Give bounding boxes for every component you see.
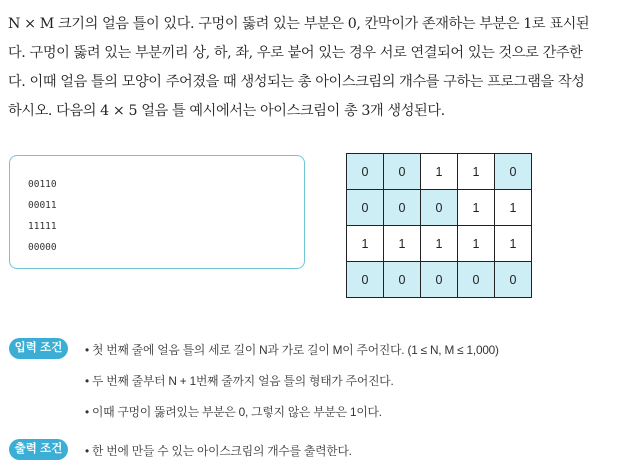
grid-cell: 1 [458,154,495,190]
grid-cell: 1 [347,226,384,262]
sample-input-line: 00110 [28,179,57,190]
grid-row [347,190,532,226]
grid-cell: 0 [347,154,384,190]
grid-cell: 0 [384,154,421,190]
grid-row [347,262,532,298]
problem-description [8,10,628,126]
sample-input-line: 00011 [28,200,57,211]
input-condition-line: • 첫 번째 줄에 얼음 틀의 세로 길이 N과 가로 길이 M이 주어진다. (1 ≤ N, M ≤ 1,000) [85,343,499,357]
description-line: 다. 구멍이 뚫려 있는 부분끼리 상, 하, 좌, 우로 붙어 있는 경우 서로 연결되어 있는 것으로 간주한 [8,45,583,61]
grid-cell: 1 [384,226,421,262]
description-line: 다. 이때 얼음 틀의 모양이 주어졌을 때 생성되는 총 아이스크림의 개수를 구하는 프로그램을 작성 [8,74,585,90]
description-line: N × M 크기의 얼음 틀이 있다. 구멍이 뚫려 있는 부분은 0, 칸막이가 존재하는 부분은 1로 표시된 [8,16,590,32]
grid-cell: 1 [495,226,532,262]
grid-cell: 1 [458,190,495,226]
ice-tray-grid [346,153,532,298]
grid-cell: 1 [421,226,458,262]
grid-cell: 0 [347,262,384,298]
output-condition-line: • 한 번에 만들 수 있는 아이스크림의 개수를 출력한다. [85,444,352,458]
grid-cell: 0 [384,262,421,298]
input-condition-line: • 이때 구멍이 뚫려있는 부분은 0, 그렇지 않은 부분은 1이다. [85,405,382,419]
description-line: 하시오. 다음의 4 × 5 얼음 틀 예시에서는 아이스크림이 총 3개 생성된다. [8,103,445,119]
sample-input-line: 00000 [28,242,57,253]
grid-cell: 0 [495,154,532,190]
grid-cell: 0 [421,262,458,298]
sample-input-line: 11111 [28,221,57,232]
input-condition-badge: 입력 조건 [9,338,68,359]
output-condition-badge: 출력 조건 [9,439,68,460]
grid-row [347,226,532,262]
grid-cell: 1 [495,190,532,226]
grid-row [347,154,532,190]
input-condition-line: • 두 번째 줄부터 N + 1번째 줄까지 얼음 틀의 형태가 주어진다. [85,374,394,388]
grid-cell: 0 [495,262,532,298]
sample-input-box [9,155,305,269]
grid-cell: 1 [421,154,458,190]
grid-cell: 1 [458,226,495,262]
grid-cell: 0 [347,190,384,226]
grid-cell: 0 [458,262,495,298]
grid-cell: 0 [384,190,421,226]
grid-cell: 0 [421,190,458,226]
